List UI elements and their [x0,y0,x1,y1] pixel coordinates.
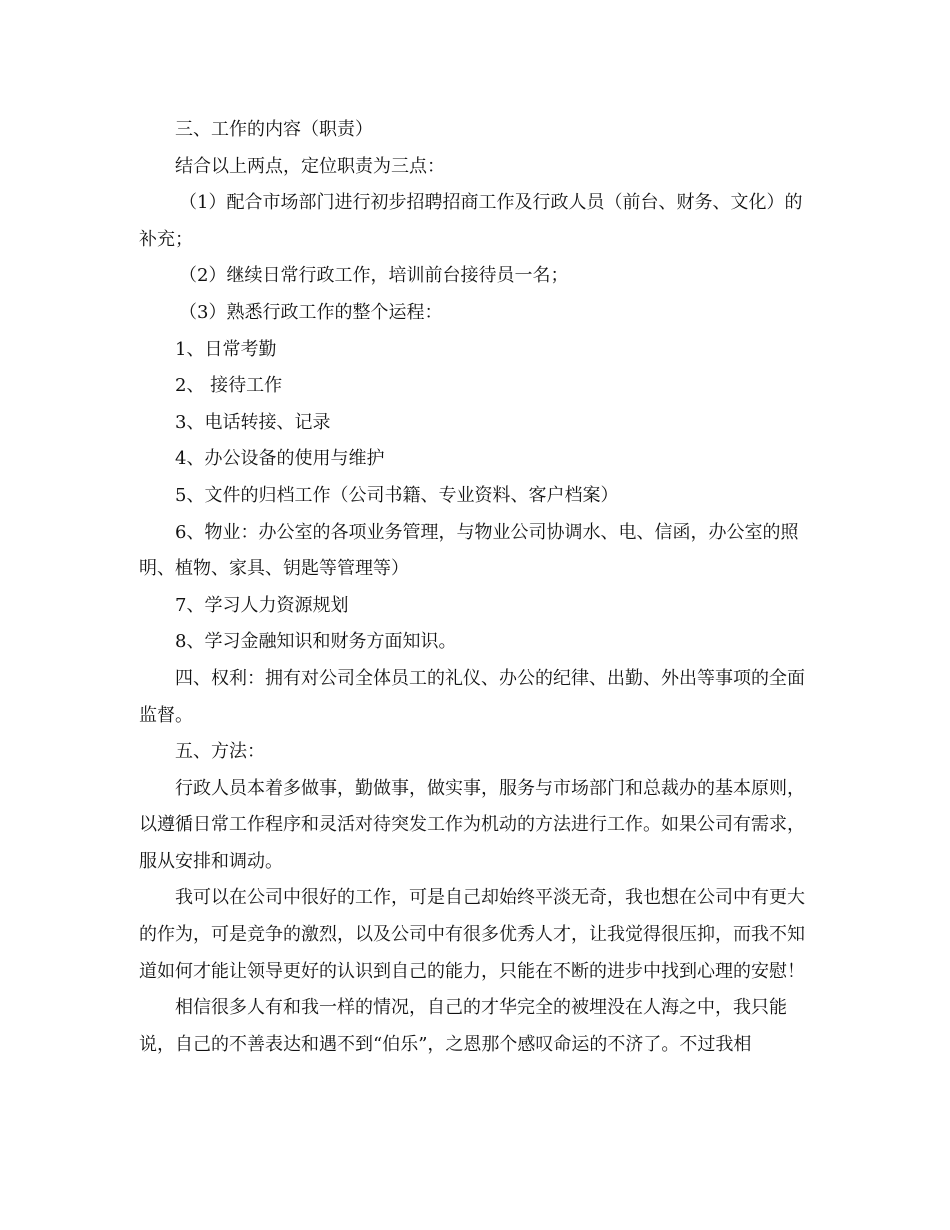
task-item-3: 3、电话转接、记录 [175,411,331,433]
document-body [139,112,814,1063]
paragraph-duties-intro: 结合以上两点，定位职责为三点： [175,155,445,177]
duty-item-3: （3）熟悉行政工作的整个运程： [179,301,443,323]
paragraph-methods: 行政人员本着多做事，勤做事，做实事，服务与市场部门和总裁办的基本原则，以遵循日常工作程序和灵活对待突发工作为机动的方法进行工作。如果公司有需求，服从安排和调动。 [139,777,805,872]
duty-item-2: （2）继续日常行政工作，培训前台接待员一名； [179,265,569,287]
paragraph-reflection: 我可以在公司中很好的工作，可是自己却始终平淡无奇，我也想在公司中有更大的作为，可是竞争的激烈，以及公司中有很多优秀人才，让我觉得很压抑，而我不知道如何才能让领导更好的认识到自己的能力，只能在不断的进步中找到心理的安慰！ [139,887,805,982]
duty-item-1: （1）配合市场部门进行初步招聘招商工作及行政人员（前台、财务、文化）的补充； [139,192,803,250]
heading-rights: 四、权利：拥有对公司全体员工的礼仪、办公的纪律、出勤、外出等事项的全面监督。 [139,667,805,726]
heading-work-content: 三、工作的内容（职责） [175,119,373,140]
heading-methods: 五、方法： [175,741,265,763]
task-item-1: 1、日常考勤 [175,338,277,360]
task-item-7: 7、学习人力资源规划 [175,594,349,616]
task-item-5: 5、文件的归档工作（公司书籍、专业资料、客户档案） [175,484,619,506]
task-item-8: 8、学习金融知识和财务方面知识。 [175,631,457,653]
task-item-4: 4、办公设备的使用与维护 [175,448,385,470]
task-item-2: 2、 接待工作 [175,375,283,397]
task-item-6: 6、物业：办公室的各项业务管理，与物业公司协调水、电、信函，办公室的照明、植物、家具、钥匙等管理等） [139,521,799,580]
paragraph-closing: 相信很多人有和我一样的情况，自己的才华完全的被埋没在人海之中，我只能说，自己的不善表达和遇不到“伯乐”，之恩那个感叹命运的不济了。不过我相 [139,997,787,1055]
